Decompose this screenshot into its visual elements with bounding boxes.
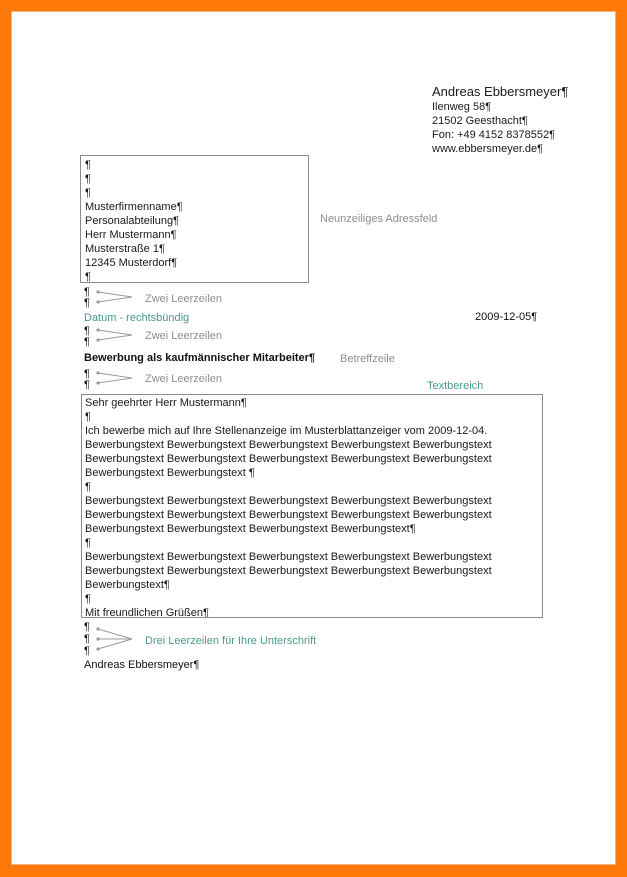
date-note: Datum - rechtsbündig bbox=[84, 312, 190, 324]
address-line: Musterfirmenname¶ bbox=[85, 201, 183, 213]
letter-page bbox=[11, 11, 616, 865]
address-field-note: Neunzeiliges Adressfeld bbox=[320, 213, 438, 225]
subject-line: Bewerbung als kaufmännischer Mitarbeiter¶ bbox=[84, 352, 316, 364]
two-blank-lines-note-1: Zwei Leerzeilen bbox=[145, 293, 223, 305]
blank-lines-group-signature bbox=[84, 621, 90, 657]
paragraph-line: Bewerbungstext¶ bbox=[85, 579, 170, 591]
paragraph-line: Bewerbungstext Bewerbungstext Bewerbungstext Bewerbungstext Bewerbungstext bbox=[85, 565, 492, 577]
sender-city: 21502 Geesthacht¶ bbox=[432, 115, 528, 127]
pilcrow-mark: ¶ bbox=[84, 645, 90, 657]
sender-street: Ilenweg 58¶ bbox=[432, 101, 492, 113]
paragraph-line: Bewerbungstext Bewerbungstext Bewerbungstext Bewerbungstext Bewerbungstext bbox=[85, 509, 492, 521]
blank-line: ¶ bbox=[85, 537, 91, 549]
address-line: ¶ bbox=[85, 159, 91, 171]
arrow-icon bbox=[96, 328, 136, 344]
two-blank-lines-note-3: Zwei Leerzeilen bbox=[145, 373, 223, 385]
address-box bbox=[80, 155, 309, 283]
paragraph-line: Bewerbungstext Bewerbungstext Bewerbungstext Bewerbungstext¶ bbox=[85, 523, 416, 535]
pilcrow-mark: ¶ bbox=[84, 297, 90, 309]
blank-lines-group-1 bbox=[84, 287, 90, 309]
paragraph-line: Bewerbungstext Bewerbungstext Bewerbungstext Bewerbungstext Bewerbungstext bbox=[85, 551, 492, 563]
signature-lines-note: Drei Leerzeilen für Ihre Unterschrift bbox=[145, 635, 317, 647]
pilcrow-mark: ¶ bbox=[84, 379, 90, 391]
sender-phone: Fon: +49 4152 8378552¶ bbox=[432, 129, 556, 141]
subject-note: Betreffzeile bbox=[340, 353, 395, 365]
arrow-icon bbox=[96, 371, 136, 387]
arrow-icon bbox=[96, 627, 136, 653]
pilcrow-mark: ¶ bbox=[84, 633, 90, 645]
address-line: ¶ bbox=[85, 187, 91, 199]
address-line: 12345 Musterdorf¶ bbox=[85, 257, 178, 269]
address-line: Personalabteilung¶ bbox=[85, 215, 179, 227]
address-line: Herr Mustermann¶ bbox=[85, 229, 177, 241]
signature-name: Andreas Ebbersmeyer¶ bbox=[84, 659, 200, 671]
pilcrow-mark: ¶ bbox=[84, 336, 90, 348]
paragraph-line: Bewerbungstext Bewerbungstext ¶ bbox=[85, 467, 255, 479]
address-line: ¶ bbox=[85, 173, 91, 185]
sender-block bbox=[432, 84, 568, 156]
paragraph-line: Bewerbungstext Bewerbungstext Bewerbungstext Bewerbungstext Bewerbungstext bbox=[85, 495, 492, 507]
date-value: 2009-12-05¶ bbox=[475, 311, 538, 323]
address-line: Musterstraße 1¶ bbox=[85, 243, 165, 255]
closing-line: Mit freundlichen Grüßen¶ bbox=[85, 607, 209, 618]
arrow-icon bbox=[96, 290, 136, 306]
body-text-box bbox=[81, 394, 543, 618]
two-blank-lines-note-2: Zwei Leerzeilen bbox=[145, 330, 223, 342]
blank-line: ¶ bbox=[85, 481, 91, 493]
pilcrow-mark: ¶ bbox=[84, 621, 90, 633]
text-area-note: Textbereich bbox=[427, 380, 484, 392]
sender-name: Andreas Ebbersmeyer¶ bbox=[432, 84, 569, 99]
blank-lines-group-2 bbox=[84, 326, 90, 348]
pilcrow-mark: ¶ bbox=[84, 368, 90, 380]
blank-lines-group-3 bbox=[84, 369, 90, 391]
salutation: Sehr geehrter Herr Mustermann¶ bbox=[85, 397, 247, 409]
paragraph-line: Bewerbungstext Bewerbungstext Bewerbungstext Bewerbungstext Bewerbungstext bbox=[85, 439, 492, 451]
paragraph-line: Bewerbungstext Bewerbungstext Bewerbungstext Bewerbungstext Bewerbungstext bbox=[85, 453, 492, 465]
blank-line: ¶ bbox=[85, 593, 91, 605]
blank-line: ¶ bbox=[85, 411, 91, 423]
address-line: ¶ bbox=[85, 271, 91, 283]
intro-sentence: Ich bewerbe mich auf Ihre Stellenanzeige im Musterblattanzeiger vom 2009-12-04. bbox=[85, 425, 488, 437]
sender-web: www.ebbersmeyer.de¶ bbox=[432, 143, 544, 155]
pilcrow-mark: ¶ bbox=[84, 286, 90, 298]
pilcrow-mark: ¶ bbox=[84, 325, 90, 337]
